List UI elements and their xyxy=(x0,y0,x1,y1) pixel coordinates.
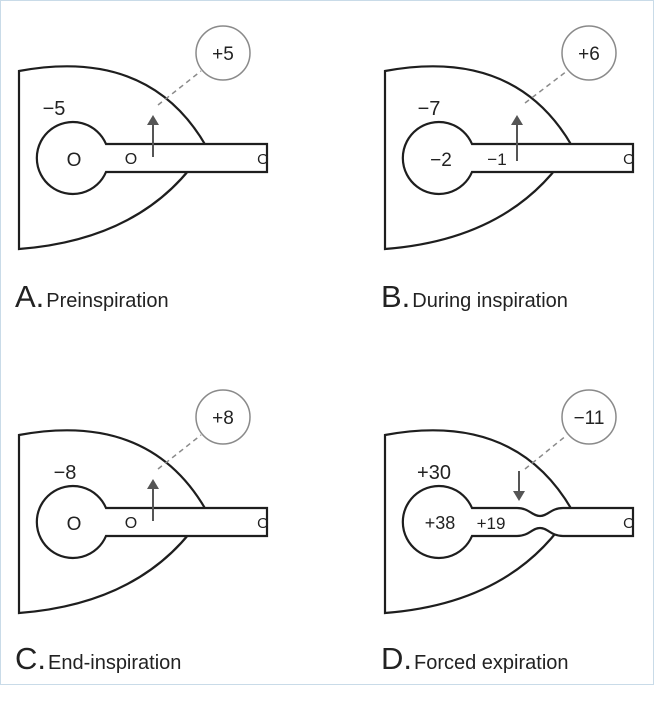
panel-a-caption xyxy=(15,279,169,315)
alveolar-pressure-label: O xyxy=(66,514,82,535)
panel-d-title: Forced expiration xyxy=(414,652,569,674)
transmural-pressure-value: +5 xyxy=(212,44,234,65)
transmural-arrowhead xyxy=(513,491,525,501)
panel-a-title: Preinspiration xyxy=(46,290,169,312)
airway-pressure-label: +19 xyxy=(476,514,506,533)
panel-d-letter: D. xyxy=(381,641,412,676)
airway-pressure-label: −1 xyxy=(487,150,507,169)
panel-d xyxy=(367,365,654,707)
leader-line xyxy=(525,435,567,469)
panel-d-caption xyxy=(381,641,569,677)
panel-c-caption xyxy=(15,641,181,677)
pleural-pressure-label: −7 xyxy=(417,98,441,120)
mouth-pressure-label: O xyxy=(623,515,635,532)
transmural-pressure-value: −11 xyxy=(573,408,605,429)
airway-pressure-label: O xyxy=(124,515,138,532)
panel-b-title: During inspiration xyxy=(412,290,568,312)
panel-a-letter: A. xyxy=(15,279,45,314)
pleural-pressure-label: −8 xyxy=(53,462,77,484)
pleural-pressure-label: +30 xyxy=(417,462,451,484)
panel-b-caption xyxy=(381,279,568,315)
panel-b xyxy=(367,1,654,343)
panel-c-diagram xyxy=(1,365,328,686)
transmural-arrowhead xyxy=(511,115,523,125)
mouth-pressure-label: O xyxy=(257,151,269,168)
alveolar-pressure-label: +38 xyxy=(424,513,456,533)
alveolar-pressure-label: −2 xyxy=(430,150,452,171)
transmural-arrowhead xyxy=(147,115,159,125)
mouth-pressure-label: O xyxy=(623,151,635,168)
panel-c xyxy=(1,365,328,707)
transmural-pressure-value: +8 xyxy=(212,408,234,429)
panel-a xyxy=(1,1,328,343)
alveolar-pressure-label: O xyxy=(66,150,82,171)
leader-line xyxy=(158,435,201,469)
transmural-arrowhead xyxy=(147,479,159,489)
panel-d-diagram xyxy=(367,365,654,686)
pleural-pressure-label: −5 xyxy=(42,98,66,120)
airway-pressure-label: O xyxy=(124,151,138,168)
transmural-pressure-value: +6 xyxy=(578,44,600,65)
mouth-pressure-label: O xyxy=(257,515,269,532)
panel-b-letter: B. xyxy=(381,279,411,314)
leader-line xyxy=(158,71,201,105)
panel-c-title: End-inspiration xyxy=(48,652,182,674)
panel-c-letter: C. xyxy=(15,641,46,676)
